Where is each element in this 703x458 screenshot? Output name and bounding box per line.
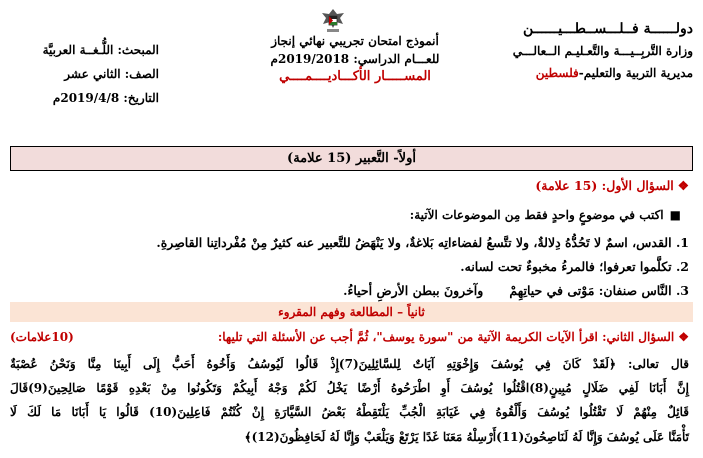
diamond-bullet-icon: ❖ — [677, 178, 689, 193]
directorate-prefix: مديرية التربية والتعليم- — [578, 66, 693, 80]
question1-label: السؤال الأول: — [601, 178, 674, 193]
option-text: القدس، اسمٌ لا تَحُدُّهُ دِلالةٌ، ولا تتَّسعُ لفضاءاتِه بَلاغةٌ، ولا يَنْهَضُ للتَّعبير عنه كثيرٌ مِنْ مُفْرداتِنا القاصِرةِ. — [156, 235, 672, 250]
instruction-text: اكتب في موضوعٍ واحدٍ فقط مِن الموضوعات الآتية: — [409, 208, 664, 222]
option-item — [343, 283, 689, 298]
question2-text: اقرأ الآيات الكريمة الآتية من "سورة يوسف"، ثُمَّ أجب عن الأسئلة التي تليها: — [217, 330, 598, 344]
directorate-name — [503, 62, 693, 84]
ministry-name: وزارة التَّربِــيـــة والتَّعـليـم الــعالـــي — [512, 44, 693, 58]
verse-line: قَائِلٌ مِنْهُمْ لَا تَقْتُلُوا يُوسُفَ وَأَلْقُوهُ فِي غَيَابَةِ الْجُبِّ يَلْتَقِطْهُ بَعْضُ السَّيَّارَةِ إِنْ كُنْتُمْ فَاعِلِينَ(10) قَالُوا يَا أَبَانَا مَا لَكَ لَا — [10, 405, 689, 419]
question1-marks: (15 علامة) — [535, 178, 598, 193]
section1-heading-box — [10, 146, 693, 171]
country-name: دولــــــة فــلـــســطـــيــــــن — [522, 21, 693, 37]
subject-line: المبحث: اللُّـغــة العربيَّة — [42, 43, 159, 57]
question2-marks: (10علامات) — [10, 330, 74, 344]
section2-heading: ثانياً – المطالعة وفهم المقروء — [278, 305, 425, 319]
section1-heading: أولاً- التَّعبير (15 علامة) — [287, 151, 416, 166]
header-center-block — [240, 32, 470, 86]
date-line: التاريخ: 2019/4/8م — [52, 91, 159, 105]
diamond-bullet-icon: ❖ — [678, 330, 689, 344]
verse-line: إِنَّ أَبَانَا لَفِي ضَلَالٍ مُبِينٍ(8)اقْتُلُوا يُوسُفَ أَوِ اطْرَحُوهُ أَرْضًا يَخْلُ لَكُمْ وَجْهُ أَبِيكُمْ وَتَكُونُوا مِنْ بَعْدِهِ قَوْمًا صَالِحِينَ(9)قَالَ — [10, 381, 690, 395]
header-left-block — [4, 38, 159, 110]
header-right-block — [503, 18, 693, 84]
academic-year: للعـــام الدراسي: 2019/2018م — [270, 52, 440, 66]
option-text: النَّاس صنفان: مَوْتى في حياتِهِمْ وآخرونَ ببطن الأرضِ أحياءُ. — [343, 283, 672, 298]
question2-line — [10, 330, 689, 344]
option-item — [156, 235, 689, 250]
option-text: تكلَّموا تعرفوا؛ فالمرءُ مخبوءٌ تحت لسانه. — [460, 259, 672, 274]
verse-line: قال تعالى: ﴿لَقَدْ كَانَ فِي يُوسُفَ وَإِخْوَتِهِ آيَاتٌ لِلسَّائِلِينَ(7)إِذْ قَالُوا لَيُوسُفُ وَأَخُوهُ أَحَبُّ إِلَى أَبِينَا مِنَّا وَنَحْنُ عُصْبَةٌ — [10, 357, 690, 371]
option-number: 3. — [675, 283, 689, 298]
instruction-line — [410, 208, 681, 222]
question1-line — [535, 178, 689, 193]
option-number: 2. — [675, 259, 689, 274]
directorate-city: فلسطين — [535, 66, 579, 80]
palestine-emblem-icon — [318, 6, 348, 34]
option-item — [460, 259, 689, 274]
question2-label: السؤال الثاني: — [602, 330, 675, 344]
grade-line: الصف: الثاني عشر — [64, 67, 159, 81]
section2-heading-box — [10, 302, 693, 322]
verse-line: تَأْمَنَّا عَلَى يُوسُفَ وَإِنَّا لَهُ لَنَاصِحُونَ(11)أَرْسِلْهُ مَعَنَا غَدًا يَرْتَعْ وَيَلْعَبْ وَإِنَّا لَهُ لَحَافِظُونَ(12)﴾ — [244, 430, 689, 444]
option-number: 1. — [675, 235, 689, 250]
exam-track: المســـــار الأكـــاديــــمــــي — [279, 69, 431, 84]
exam-title: أنموذج امتحان تجريبي نهائي إنجاز — [271, 34, 439, 48]
square-bullet-icon: ■ — [669, 208, 681, 222]
